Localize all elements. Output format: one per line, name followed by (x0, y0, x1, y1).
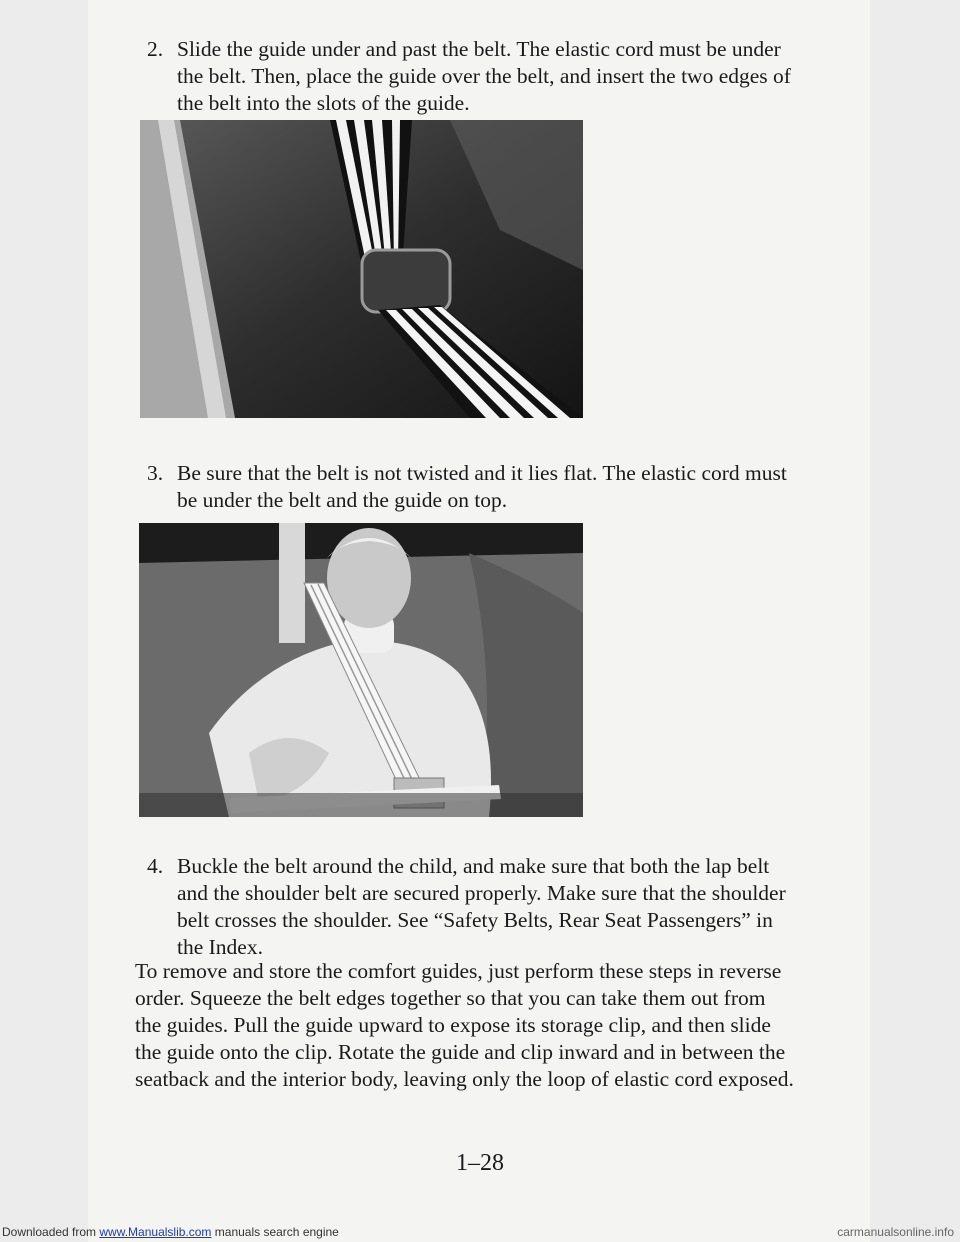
removal-instructions-paragraph (135, 958, 825, 1093)
step-number: 3. (147, 461, 164, 485)
step-text (177, 853, 786, 961)
text-line: Buckle the belt around the child, and make sure that both the lap belt (177, 854, 770, 878)
text-line: the guides. Pull the guide upward to expose its storage clip, and then slide (135, 1013, 771, 1037)
text-line: the Index. (177, 935, 263, 959)
step-text (177, 36, 791, 117)
footer-suffix: manuals search engine (211, 1225, 339, 1239)
download-footer (0, 1224, 960, 1242)
footer-source (2, 1225, 339, 1239)
text-line: be under the belt and the guide on top. (177, 488, 508, 512)
text-line: and the shoulder belt are secured properly. Make sure that the shoulder (177, 881, 786, 905)
text-line: the guide onto the clip. Rotate the guide and clip inward and in between the (135, 1040, 786, 1064)
step-number: 2. (147, 37, 164, 61)
text-line: order. Squeeze the belt edges together so that you can take them out from (135, 986, 766, 1010)
photo-belt-guide (140, 120, 583, 418)
text-line: seatback and the interior body, leaving only the loop of elastic cord exposed. (135, 1067, 794, 1091)
watermark: carmanualsonline.info (837, 1225, 954, 1239)
manualslib-link[interactable]: www.Manualslib.com (99, 1225, 212, 1239)
footer-prefix: Downloaded from (2, 1225, 100, 1239)
step-number: 4. (147, 854, 164, 878)
text-line: belt crosses the shoulder. See “Safety Belts, Rear Seat Passengers” in (177, 908, 773, 932)
text-line: Slide the guide under and past the belt. The elastic cord must be under (177, 37, 781, 61)
text-line: the belt. Then, place the guide over the belt, and insert the two edges of (177, 64, 791, 88)
photo-child-seat-belt (139, 523, 583, 817)
text-line: the belt into the slots of the guide. (177, 91, 470, 115)
text-line: To remove and store the comfort guides, just perform these steps in reverse (135, 959, 782, 983)
page-number: 1–28 (456, 1150, 504, 1176)
text-line: Be sure that the belt is not twisted and it lies flat. The elastic cord must (177, 461, 787, 485)
step-text (177, 460, 787, 514)
